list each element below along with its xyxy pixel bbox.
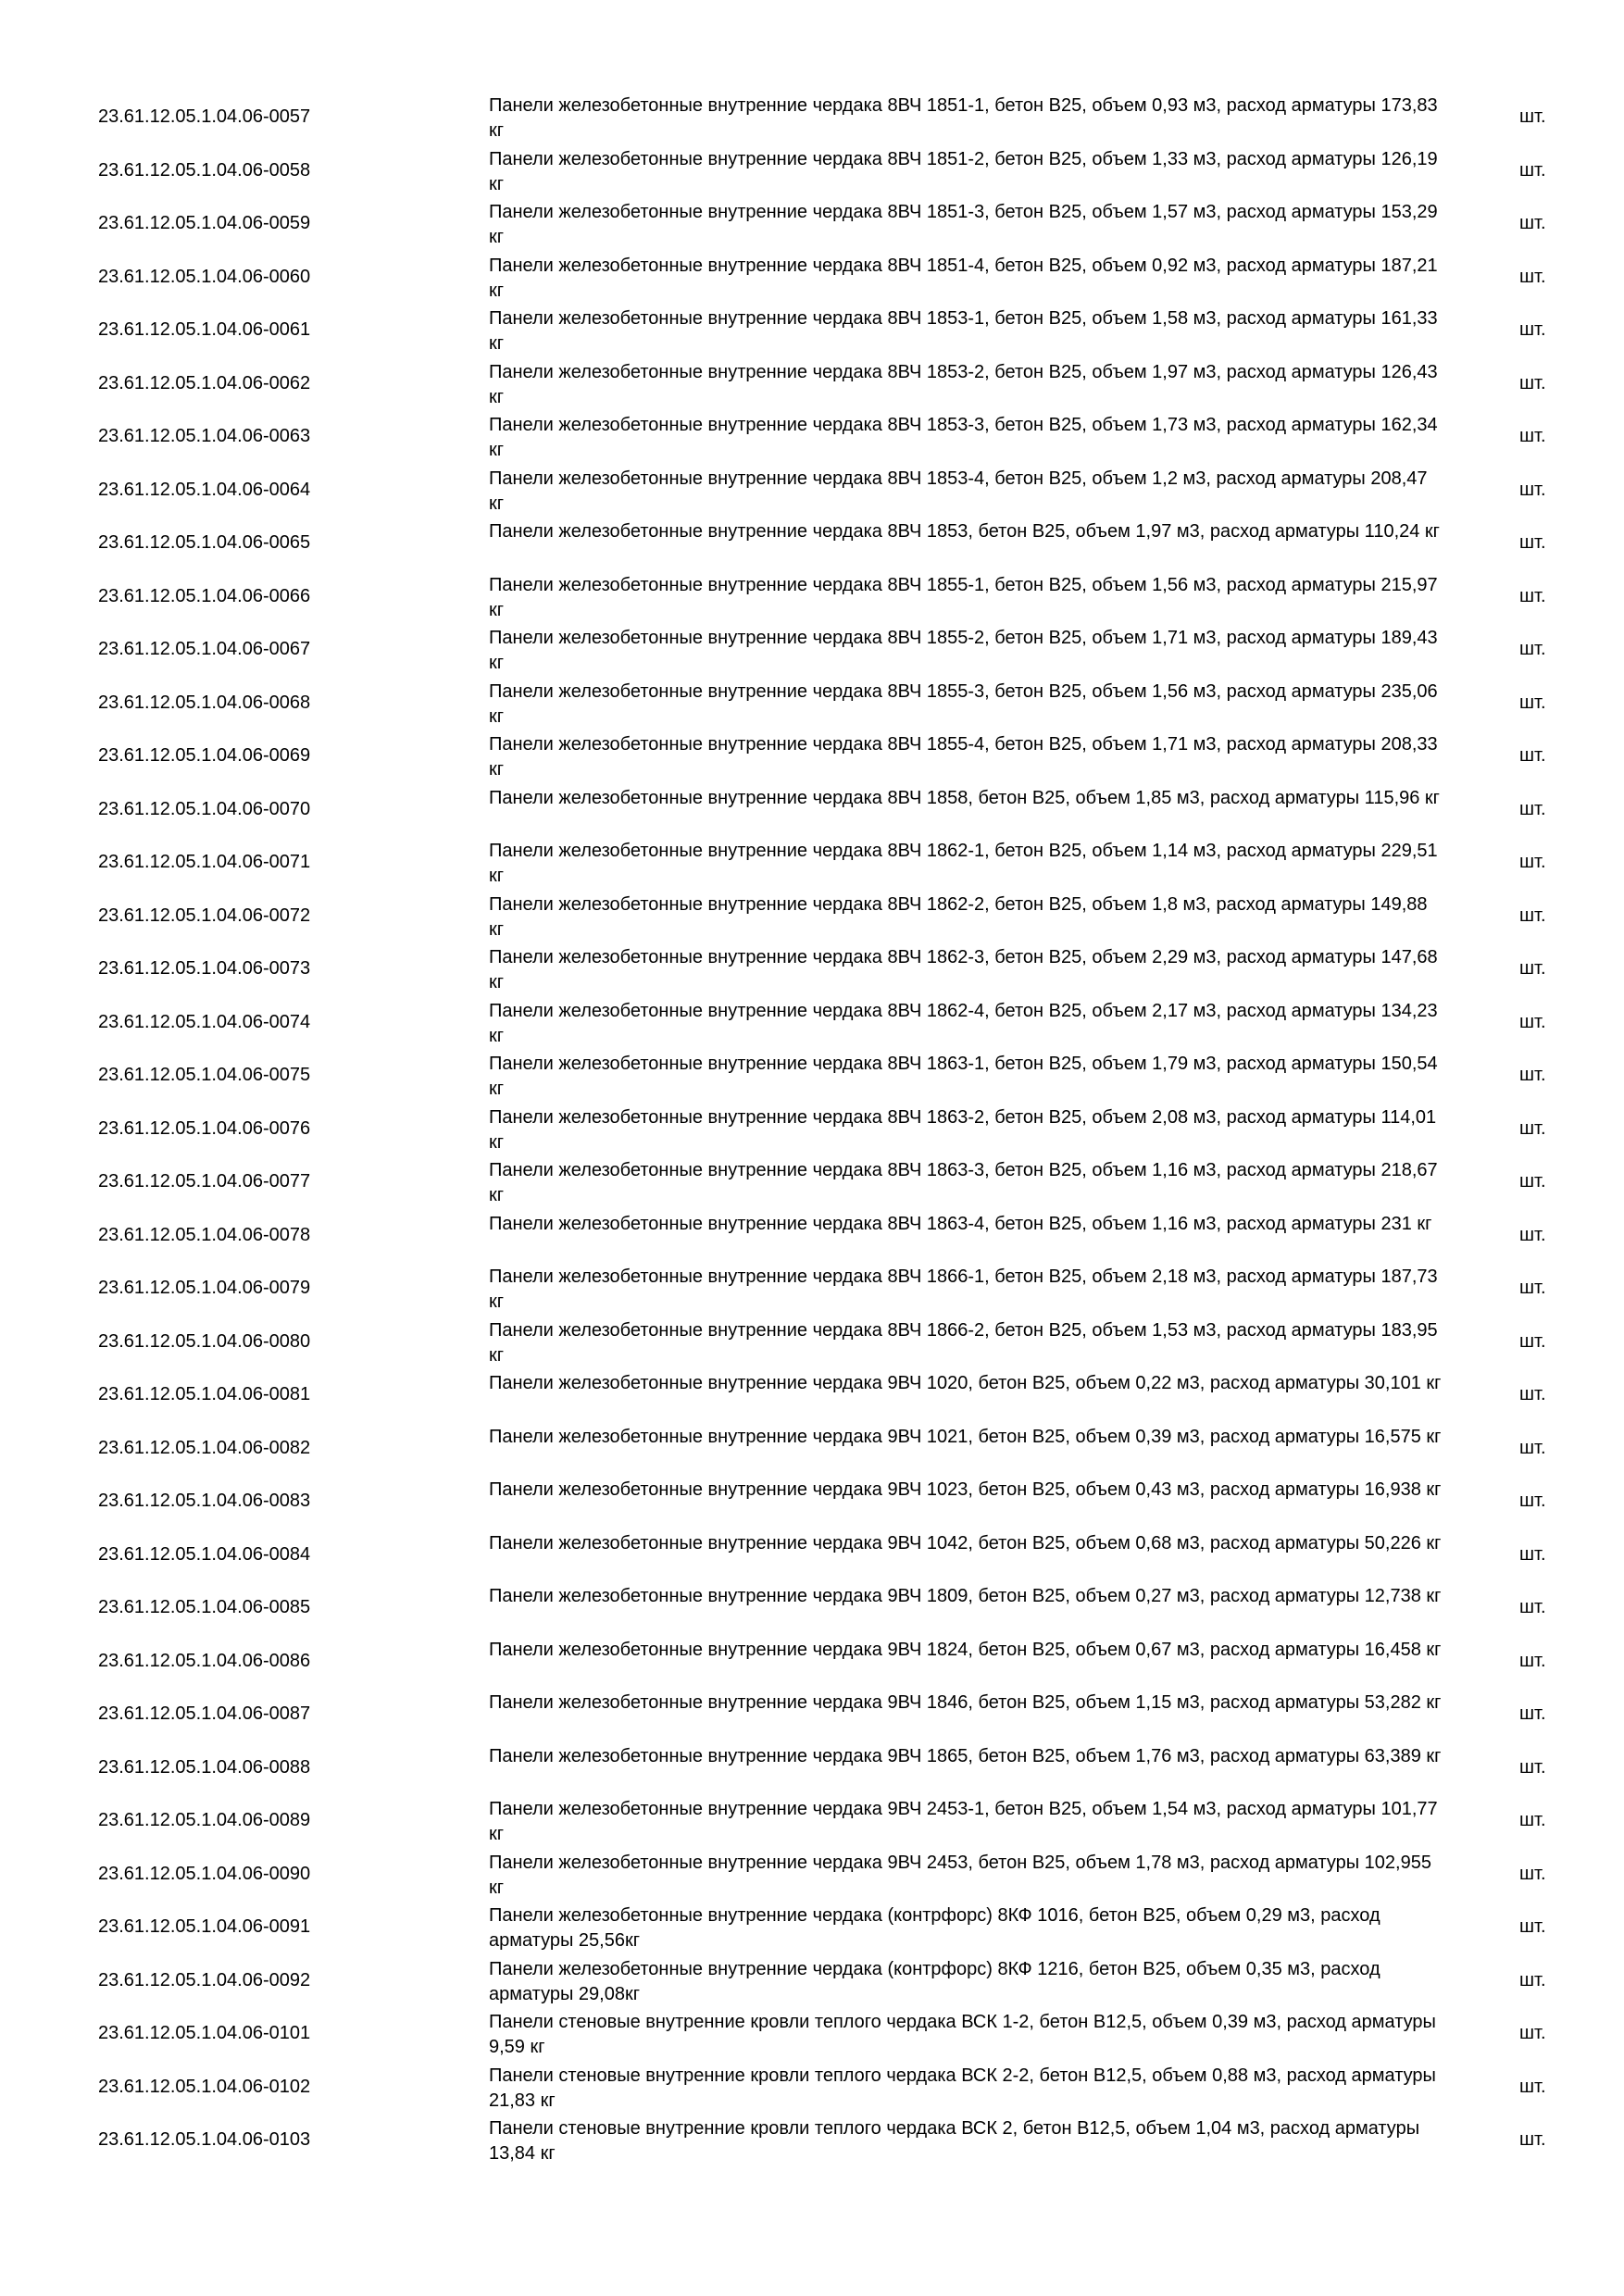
table-row [0,1690,1624,1743]
unit-of-measure: шт. [1519,1810,1546,1830]
resource-description: Панели железобетонные внутренние чердака 8ВЧ 1853-3, бетон В25, объем 1,73 м3, расход арматуры 162,34 кг [489,415,1438,460]
resource-description: Панели железобетонные внутренние чердака 8ВЧ 1855-4, бетон В25, объем 1,71 м3, расход арматуры 208,33 кг [489,734,1438,780]
resource-code: 23.61.12.05.1.04.06-0086 [98,1650,311,1671]
table-row [0,1157,1624,1211]
table-row [0,93,1624,146]
resource-code: 23.61.12.05.1.04.06-0091 [98,1916,311,1937]
unit-of-measure: шт. [1519,1011,1546,1032]
resource-description: Панели железобетонные внутренние чердака 9ВЧ 1824, бетон В25, объем 0,67 м3, расход арматуры 16,458 кг [489,1639,1442,1660]
resource-code: 23.61.12.05.1.04.06-0076 [98,1117,311,1139]
resource-code: 23.61.12.05.1.04.06-0082 [98,1437,311,1458]
table-row [0,1583,1624,1637]
resource-code: 23.61.12.05.1.04.06-0057 [98,106,311,127]
unit-of-measure: шт. [1519,2023,1546,2043]
resource-code: 23.61.12.05.1.04.06-0067 [98,639,311,659]
unit-of-measure: шт. [1519,585,1546,606]
resource-description: Панели железобетонные внутренние чердака 8ВЧ 1853-2, бетон В25, объем 1,97 м3, расход арматуры 126,43 кг [489,361,1438,407]
table-row [0,679,1624,732]
unit-of-measure: шт. [1519,1863,1546,1884]
unit-of-measure: шт. [1519,2129,1546,2150]
resource-code: 23.61.12.05.1.04.06-0062 [98,372,311,393]
unit-of-measure: шт. [1519,106,1546,127]
table-row [0,1743,1624,1797]
table-row [0,306,1624,359]
resource-code: 23.61.12.05.1.04.06-0075 [98,1065,311,1085]
resource-description: Панели железобетонные внутренние чердака 9ВЧ 1809, бетон В25, объем 0,27 м3, расход арматуры 12,738 кг [489,1586,1442,1606]
unit-of-measure: шт. [1519,639,1546,659]
resource-code: 23.61.12.05.1.04.06-0059 [98,213,311,233]
unit-of-measure: шт. [1519,1703,1546,1724]
unit-of-measure: шт. [1519,159,1546,181]
table-row [0,625,1624,679]
unit-of-measure: шт. [1519,532,1546,553]
unit-of-measure: шт. [1519,1065,1546,1085]
unit-of-measure: шт. [1519,1117,1546,1139]
resource-code: 23.61.12.05.1.04.06-0064 [98,479,311,500]
table-row [0,1317,1624,1371]
resource-description: Панели железобетонные внутренние чердака 8ВЧ 1866-2, бетон В25, объем 1,53 м3, расход арматуры 183,95 кг [489,1319,1438,1366]
resource-code: 23.61.12.05.1.04.06-0083 [98,1491,311,1511]
unit-of-measure: шт. [1519,426,1546,446]
resource-description: Панели стеновые внутренние кровли теплого чердака ВСК 2, бетон В12,5, объем 1,04 м3, расход арматуры 13,84 кг [489,2118,1420,2164]
resource-description: Панели железобетонные внутренние чердака 8ВЧ 1862-4, бетон В25, объем 2,17 м3, расход арматуры 134,23 кг [489,1000,1438,1046]
resource-code: 23.61.12.05.1.04.06-0084 [98,1543,311,1565]
resource-description: Панели железобетонные внутренние чердака 8ВЧ 1855-2, бетон В25, объем 1,71 м3, расход арматуры 189,43 кг [489,628,1438,673]
table-row [0,359,1624,413]
unit-of-measure: шт. [1519,958,1546,979]
unit-of-measure: шт. [1519,745,1546,766]
unit-of-measure: шт. [1519,1491,1546,1511]
unit-of-measure: шт. [1519,1969,1546,1990]
resource-description: Панели железобетонные внутренние чердака 8ВЧ 1853-1, бетон В25, объем 1,58 м3, расход арматуры 161,33 кг [489,308,1438,354]
resource-code: 23.61.12.05.1.04.06-0065 [98,532,311,553]
unit-of-measure: шт. [1519,319,1546,340]
unit-of-measure: шт. [1519,479,1546,500]
table-row [0,1264,1624,1317]
resource-code: 23.61.12.05.1.04.06-0070 [98,798,311,819]
table-row [0,1796,1624,1850]
resource-description: Панели железобетонные внутренние чердака 8ВЧ 1851-3, бетон В25, объем 1,57 м3, расход арматуры 153,29 кг [489,202,1438,247]
resource-code: 23.61.12.05.1.04.06-0085 [98,1597,311,1617]
resource-description: Панели железобетонные внутренние чердака 8ВЧ 1855-1, бетон В25, объем 1,56 м3, расход арматуры 215,97 кг [489,574,1438,620]
table-row [0,944,1624,998]
resource-description: Панели железобетонные внутренние чердака 9ВЧ 2453, бетон В25, объем 1,78 м3, расход арматуры 102,955 кг [489,1852,1431,1898]
resource-description: Панели железобетонные внутренние чердака 8ВЧ 1862-3, бетон В25, объем 2,29 м3, расход арматуры 147,68 кг [489,947,1438,992]
table-row [0,572,1624,626]
table-row [0,2063,1624,2116]
resource-description: Панели железобетонные внутренние чердака 8ВЧ 1853, бетон В25, объем 1,97 м3, расход арматуры 110,24 кг [489,521,1440,542]
table-row [0,1956,1624,2010]
resource-code: 23.61.12.05.1.04.06-0080 [98,1330,311,1352]
resource-code: 23.61.12.05.1.04.06-0079 [98,1278,311,1298]
resource-code: 23.61.12.05.1.04.06-0087 [98,1703,311,1724]
table-row [0,253,1624,306]
resource-description: Панели железобетонные внутренние чердака 9ВЧ 1042, бетон В25, объем 0,68 м3, расход арматуры 50,226 кг [489,1532,1442,1554]
resource-description: Панели железобетонные внутренние чердака 9ВЧ 1021, бетон В25, объем 0,39 м3, расход арматуры 16,575 кг [489,1426,1442,1447]
resource-code: 23.61.12.05.1.04.06-0089 [98,1810,311,1830]
table-row [0,1424,1624,1478]
table-row [0,998,1624,1052]
table-row [0,1477,1624,1530]
resource-description: Панели железобетонные внутренние чердака 8ВЧ 1863-4, бетон В25, объем 1,16 м3, расход арматуры 231 кг [489,1213,1432,1234]
unit-of-measure: шт. [1519,1916,1546,1937]
unit-of-measure: шт. [1519,1756,1546,1778]
resource-description: Панели железобетонные внутренние чердака 8ВЧ 1858, бетон В25, объем 1,85 м3, расход арматуры 115,96 кг [489,787,1440,808]
resource-code: 23.61.12.05.1.04.06-0073 [98,958,311,979]
resource-description: Панели стеновые внутренние кровли теплого чердака ВСК 2-2, бетон В12,5, объем 0,88 м3, расход арматуры 21,83 кг [489,2065,1436,2111]
table-row [0,518,1624,572]
unit-of-measure: шт. [1519,1597,1546,1617]
unit-of-measure: шт. [1519,266,1546,287]
unit-of-measure: шт. [1519,213,1546,233]
table-row [0,892,1624,945]
document-page [0,93,1624,2169]
table-row [0,146,1624,200]
unit-of-measure: шт. [1519,1384,1546,1404]
resource-code: 23.61.12.05.1.04.06-0058 [98,159,311,181]
table-row [0,1370,1624,1424]
resource-code: 23.61.12.05.1.04.06-0077 [98,1171,311,1192]
resource-code: 23.61.12.05.1.04.06-0092 [98,1969,311,1990]
resource-code: 23.61.12.05.1.04.06-0061 [98,319,311,340]
unit-of-measure: шт. [1519,372,1546,393]
table-row [0,785,1624,839]
resource-description: Панели железобетонные внутренние чердака 8ВЧ 1866-1, бетон В25, объем 2,18 м3, расход арматуры 187,73 кг [489,1267,1438,1312]
resource-code: 23.61.12.05.1.04.06-0063 [98,426,311,446]
resource-description: Панели железобетонные внутренние чердака (контрфорс) 8КФ 1016, бетон В25, объем 0,29 м3, расход арматуры 25,56кг [489,1905,1380,1951]
unit-of-measure: шт. [1519,1330,1546,1352]
table-row [0,1051,1624,1104]
resource-code: 23.61.12.05.1.04.06-0102 [98,2076,311,2097]
resource-code: 23.61.12.05.1.04.06-0069 [98,745,311,766]
resource-code: 23.61.12.05.1.04.06-0066 [98,585,311,606]
unit-of-measure: шт. [1519,2076,1546,2097]
table-row [0,731,1624,785]
resource-code: 23.61.12.05.1.04.06-0081 [98,1384,311,1404]
resource-description: Панели железобетонные внутренние чердака 8ВЧ 1863-3, бетон В25, объем 1,16 м3, расход арматуры 218,67 кг [489,1160,1438,1205]
resource-description: Панели железобетонные внутренние чердака 9ВЧ 1020, бетон В25, объем 0,22 м3, расход арматуры 30,101 кг [489,1373,1442,1393]
unit-of-measure: шт. [1519,1437,1546,1458]
unit-of-measure: шт. [1519,798,1546,819]
unit-of-measure: шт. [1519,1650,1546,1671]
table-row [0,1530,1624,1584]
resource-code: 23.61.12.05.1.04.06-0072 [98,905,311,926]
table-row [0,1211,1624,1265]
resource-description: Панели железобетонные внутренние чердака 9ВЧ 1846, бетон В25, объем 1,15 м3, расход арматуры 53,282 кг [489,1692,1442,1713]
resource-code: 23.61.12.05.1.04.06-0060 [98,266,311,287]
table-row [0,1903,1624,1956]
table-row [0,1850,1624,1903]
table-row [0,466,1624,519]
resource-description: Панели железобетонные внутренние чердака 8ВЧ 1862-1, бетон В25, объем 1,14 м3, расход арматуры 229,51 кг [489,841,1438,886]
resource-description: Панели железобетонные внутренние чердака 9ВЧ 1865, бетон В25, объем 1,76 м3, расход арматуры 63,389 кг [489,1745,1442,1766]
resource-code: 23.61.12.05.1.04.06-0103 [98,2129,311,2150]
resource-description: Панели железобетонные внутренние чердака 8ВЧ 1851-2, бетон В25, объем 1,33 м3, расход арматуры 126,19 кг [489,148,1438,194]
resource-description: Панели железобетонные внутренние чердака 8ВЧ 1855-3, бетон В25, объем 1,56 м3, расход арматуры 235,06 кг [489,680,1438,727]
unit-of-measure: шт. [1519,1278,1546,1298]
table-row [0,199,1624,253]
resource-code: 23.61.12.05.1.04.06-0101 [98,2023,311,2043]
unit-of-measure: шт. [1519,1224,1546,1245]
resource-description: Панели железобетонные внутренние чердака 8ВЧ 1862-2, бетон В25, объем 1,8 м3, расход арматуры 149,88 кг [489,893,1428,940]
resource-description: Панели железобетонные внутренние чердака 8ВЧ 1851-1, бетон В25, объем 0,93 м3, расход арматуры 173,83 кг [489,95,1438,141]
unit-of-measure: шт. [1519,1171,1546,1192]
resource-description: Панели стеновые внутренние кровли теплого чердака ВСК 1-2, бетон В12,5, объем 0,39 м3, расход арматуры 9,59 кг [489,2012,1436,2057]
unit-of-measure: шт. [1519,852,1546,872]
resource-description: Панели железобетонные внутренние чердака 8ВЧ 1851-4, бетон В25, объем 0,92 м3, расход арматуры 187,21 кг [489,255,1438,301]
resource-description: Панели железобетонные внутренние чердака 8ВЧ 1853-4, бетон В25, объем 1,2 м3, расход арматуры 208,47 кг [489,468,1428,514]
resource-code: 23.61.12.05.1.04.06-0088 [98,1756,311,1778]
resource-description: Панели железобетонные внутренние чердака 9ВЧ 1023, бетон В25, объем 0,43 м3, расход арматуры 16,938 кг [489,1479,1442,1500]
table-row [0,1637,1624,1691]
table-row [0,838,1624,892]
resource-description: Панели железобетонные внутренние чердака 8ВЧ 1863-2, бетон В25, объем 2,08 м3, расход арматуры 114,01 кг [489,1106,1437,1153]
unit-of-measure: шт. [1519,905,1546,926]
resource-code: 23.61.12.05.1.04.06-0078 [98,1224,311,1245]
table-row [0,1104,1624,1158]
unit-of-measure: шт. [1519,1543,1546,1565]
resource-code: 23.61.12.05.1.04.06-0071 [98,852,311,872]
resource-description: Панели железобетонные внутренние чердака 8ВЧ 1863-1, бетон В25, объем 1,79 м3, расход арматуры 150,54 кг [489,1054,1438,1099]
resource-code: 23.61.12.05.1.04.06-0074 [98,1011,311,1032]
resource-code: 23.61.12.05.1.04.06-0090 [98,1863,311,1884]
resource-description: Панели железобетонные внутренние чердака 9ВЧ 2453-1, бетон В25, объем 1,54 м3, расход арматуры 101,77 кг [489,1799,1438,1844]
unit-of-measure: шт. [1519,692,1546,713]
table-row [0,412,1624,466]
resource-code: 23.61.12.05.1.04.06-0068 [98,692,311,713]
table-row [0,2115,1624,2169]
resource-description: Панели железобетонные внутренние чердака (контрфорс) 8КФ 1216, бетон В25, объем 0,35 м3, расход арматуры 29,08кг [489,1958,1380,2004]
table-row [0,2009,1624,2063]
